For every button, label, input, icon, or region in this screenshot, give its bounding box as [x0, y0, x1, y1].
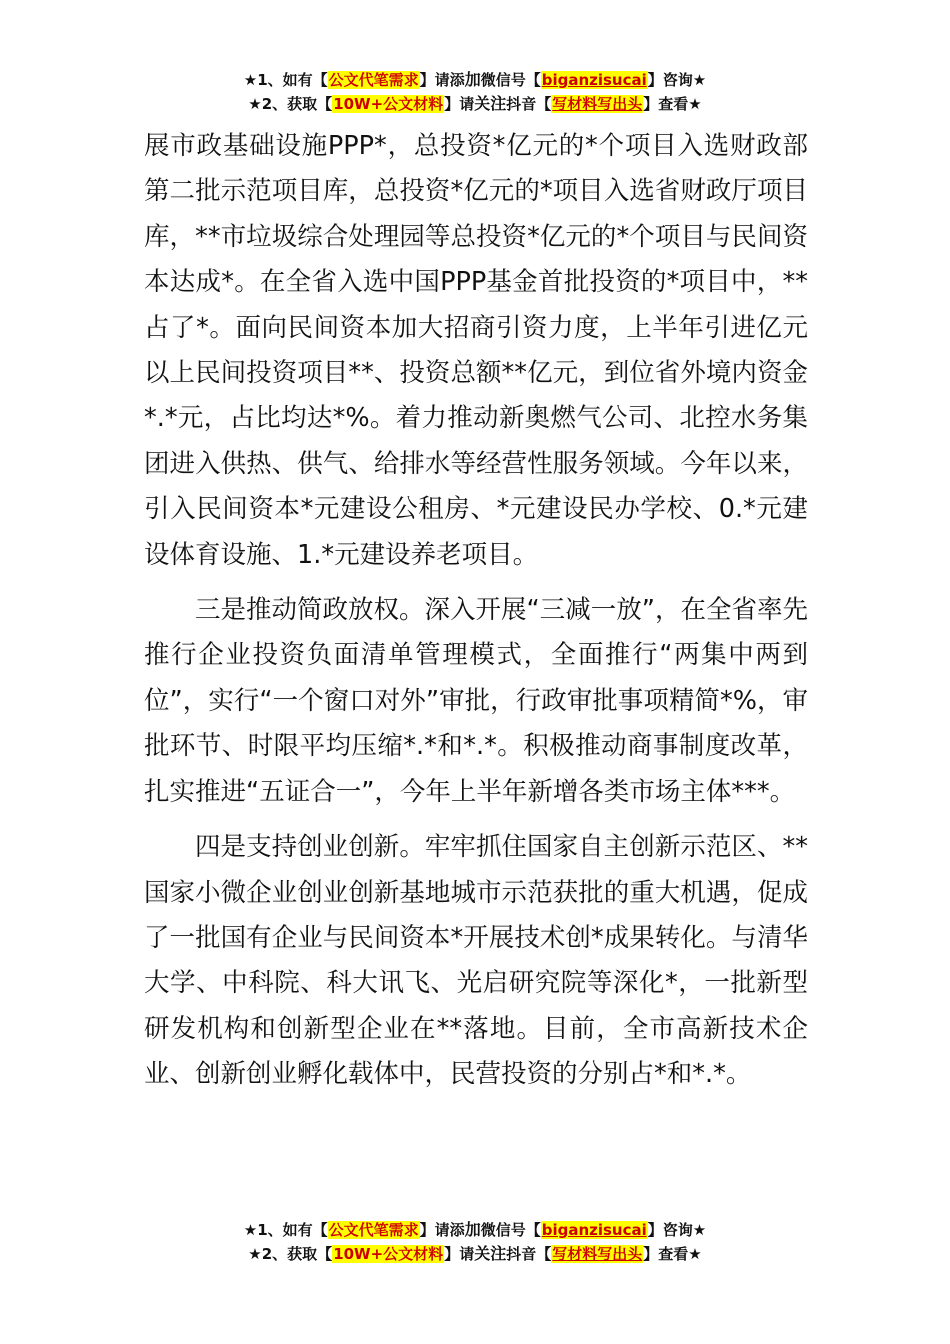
document-body: [144, 124, 808, 1108]
banner-emphasis: 加: [464, 1220, 481, 1239]
service-highlight: 公文代笔需求: [328, 71, 419, 89]
banner-text: ★1、如有【: [243, 71, 328, 89]
banner-text: 抖音【: [506, 95, 552, 113]
banner-line-1: [0, 68, 950, 92]
banner-text: 】查看★: [643, 1245, 702, 1263]
banner-emphasis: 加: [464, 70, 481, 89]
banner-text: ★2、获取【: [248, 1245, 333, 1263]
banner-text: 】查看★: [643, 95, 702, 113]
banner-text: 微信号【: [480, 1221, 541, 1239]
banner-line-1: [0, 1218, 950, 1242]
banner-text: 微信号【: [480, 71, 541, 89]
banner-text: ★2、获取【: [248, 95, 333, 113]
paragraph-investment: 展市政基础设施PPP*，总投资*亿元的*个项目入选财政部第二批示范项目库，总投资*亿元的*项目入选省财政厅项目库，**市垃圾综合处理园等总投资*亿元的*个项目与民间资本达成*。在全省入选中国PPP基金首批投资的*项目中，**占了*。面向民间资本加大招商引资力度，上半年引进亿元以上民间投资项目**、投资总额**亿元，到位省外境内资金*.*元，占比均达*%。着力推动新奥燃气公司、北控水务集团进入供热、供气、给排水等经营性服务领域。今年以来，引入民间资本*元建设公租房、*元建设民办学校、0.*元建设体育设施、1.*元建设养老项目。: [144, 131, 808, 570]
banner-text: 】请添: [419, 71, 465, 89]
materials-highlight: 10W+公文材料: [333, 95, 444, 113]
banner-text: 】请: [444, 95, 475, 113]
banner-text: 】请: [444, 1245, 475, 1263]
banner-line-2: [0, 92, 950, 116]
wechat-id-link[interactable]: biganzisucai: [541, 71, 647, 89]
banner-emphasis: 关注: [474, 94, 507, 113]
header-banner: [0, 68, 950, 116]
douyin-account-link[interactable]: 写材料写出头: [552, 1245, 643, 1263]
footer-banner: [0, 1218, 950, 1266]
paragraph-innovation: 四是支持创业创新。牢牢抓住国家自主创新示范区、**国家小微企业创业创新基地城市示范获批的重大机遇，促成了一批国有企业与民间资本*开展技术创*成果转化。与清华大学、中科院、科大讯飞、光启研究院等深化*，一批新型研发机构和创新型企业在**落地。目前，全市高新技术企业、创新创业孵化载体中，民营投资的分别占*和*.*。: [144, 832, 808, 1090]
banner-text: 】请添: [419, 1221, 465, 1239]
banner-text: 】咨询★: [647, 71, 707, 89]
paragraph-streamline-administration: 三是推动简政放权。深入开展“三减一放”，在全省率先推行企业投资负面清单管理模式，全面推行“两集中两到位”，实行“一个窗口对外”审批，行政审批事项精简*%，审批环节、时限平均压缩*.*和*.*。积极推动商事制度改革，扎实推进“五证合一”，今年上半年新增各类市场主体***。: [144, 595, 808, 807]
banner-line-2: [0, 1242, 950, 1266]
banner-emphasis: 关注: [474, 1244, 507, 1263]
banner-text: ★1、如有【: [243, 1221, 328, 1239]
wechat-id-link[interactable]: biganzisucai: [541, 1221, 647, 1239]
materials-highlight: 10W+公文材料: [333, 1245, 444, 1263]
service-highlight: 公文代笔需求: [328, 1221, 419, 1239]
banner-text: 】咨询★: [647, 1221, 707, 1239]
banner-text: 抖音【: [506, 1245, 552, 1263]
douyin-account-link[interactable]: 写材料写出头: [552, 95, 643, 113]
